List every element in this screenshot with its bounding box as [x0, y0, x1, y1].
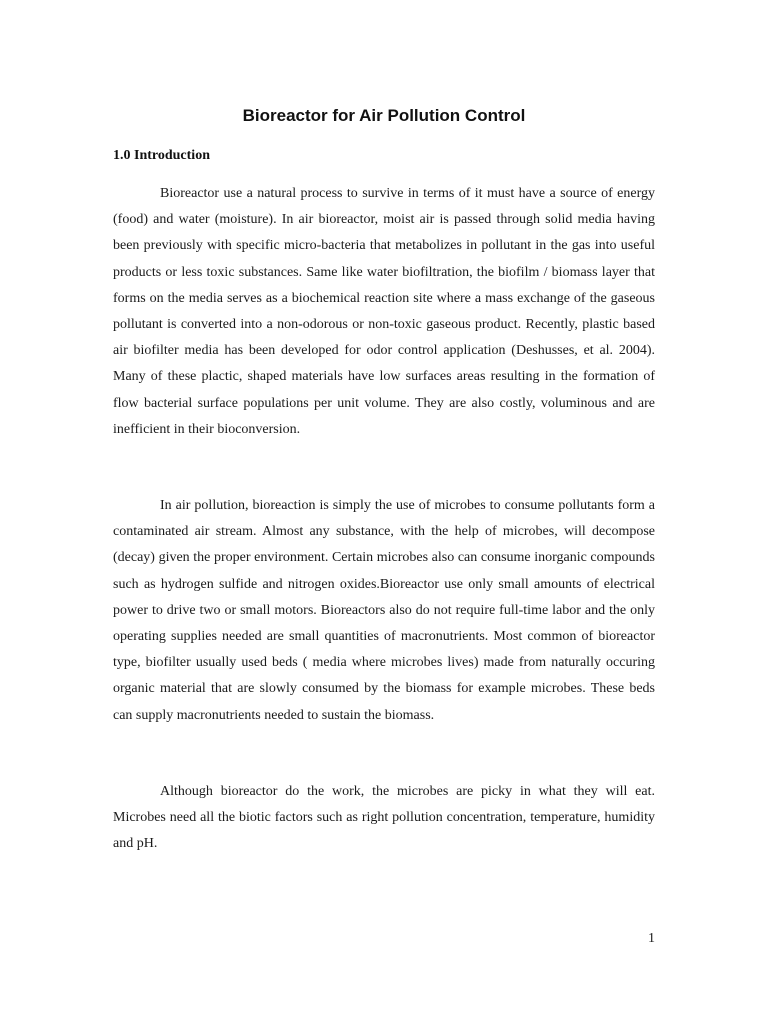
page-number: 1	[648, 931, 655, 946]
paragraph-3: Although bioreactor do the work, the microbes are picky in what they will eat. Microbes need all the biotic factors such as right pollution concentration, temperature, humidity and pH.	[113, 784, 655, 852]
paragraph-2: In air pollution, bioreaction is simply the use of microbes to consume pollutants form a contaminated air stream. Almost any substance, with the help of microbes, will decompose (decay) given the proper environment. Certain microbes also can consume inorganic compounds such as hydrogen sulfide and nitrogen oxides.Bioreactor use only small amounts of electrical power to drive two or small motors. Bioreactors also do not require full-time labor and the only operating supplies needed are small quantities of macronutrients. Most common of bioreactor type, biofilter usually used beds ( media where microbes lives) made from naturally occuring organic material that are slowly consumed by the biomass for example microbes. These beds can supply macronutrients needed to sustain the biomass.	[113, 498, 655, 723]
section-heading: 1.0 Introduction	[113, 148, 210, 163]
paragraph-1: Bioreactor use a natural process to survive in terms of it must have a source of energy (food) and water (moisture). In air bioreactor, moist air is passed through solid media having been previously with specific micro-bacteria that metabolizes in pollutant in the gas into useful products or less toxic substances. Same like water biofiltration, the biofilm / biomass layer that forms on the media serves as a biochemical reaction site where a mass exchange of the gaseous pollutant is converted into a non-odorous or non-toxic gaseous product. Recently, plastic based air biofilter media has been developed for odor control application (Deshusses, et al. 2004). Many of these plactic, shaped materials have low surfaces areas resulting in the formation of flow bacterial surface populations per unit volume. They are also costly, voluminous and are inefficient in their bioconversion.	[113, 186, 655, 437]
document-title: Bioreactor for Air Pollution Control	[242, 106, 526, 125]
